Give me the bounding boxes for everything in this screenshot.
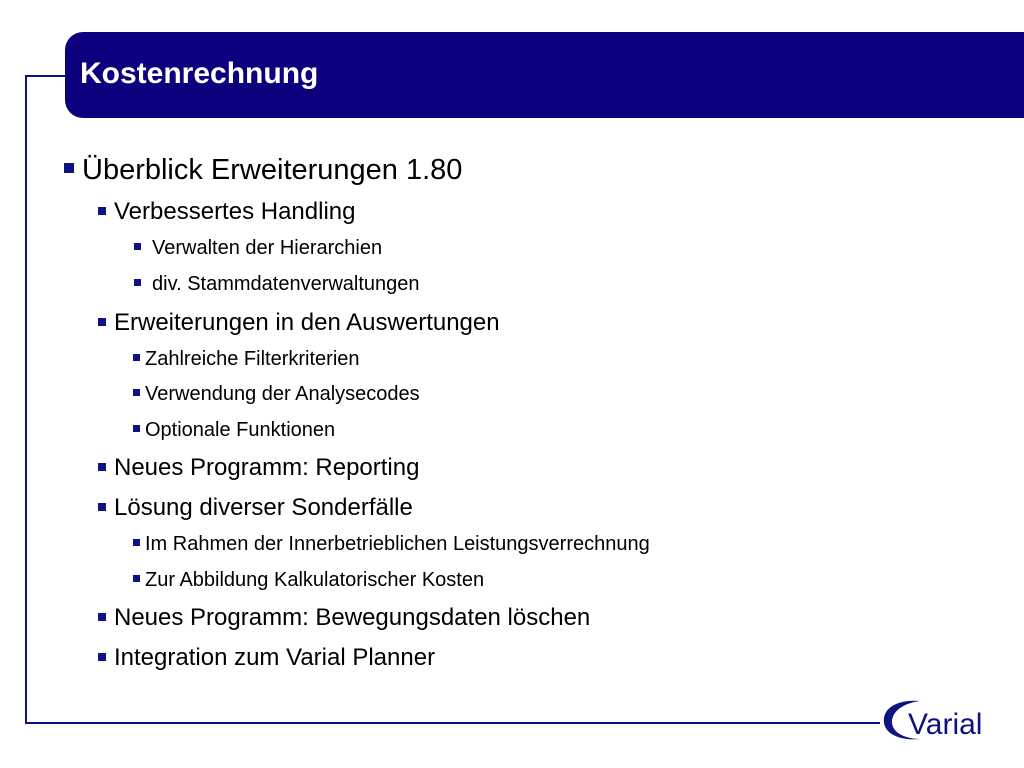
bullet-square-icon: [133, 539, 140, 546]
bullet-item-l3: Optionale Funktionen: [145, 419, 336, 441]
bullet-square-icon: [64, 163, 74, 173]
bullet-square-icon: [133, 389, 140, 396]
logo-text: Varial: [908, 708, 983, 741]
bullet-square-icon: [134, 279, 141, 286]
bullet-square-icon: [98, 613, 106, 621]
bullet-item-l2: Lösung diverser Sonderfälle: [114, 494, 413, 521]
frame-bottom-line: [25, 722, 880, 724]
bullet-item-l3: Verwalten der Hierarchien: [152, 237, 383, 259]
bullet-square-icon: [98, 207, 106, 215]
slide-title: Kostenrechnung: [80, 57, 319, 90]
bullet-square-icon: [133, 425, 140, 432]
frame-top-line: [25, 75, 70, 77]
bullet-item-l2: Verbessertes Handling: [114, 198, 356, 225]
frame-left-line: [25, 75, 27, 724]
bullet-square-icon: [133, 354, 140, 361]
bullet-item-l3: Im Rahmen der Innerbetrieblichen Leistungsverrechnung: [145, 533, 650, 555]
bullet-item-l2: Erweiterungen in den Auswertungen: [114, 309, 500, 336]
bullet-item-l2: Neues Programm: Reporting: [114, 454, 420, 481]
bullet-item-l3: div. Stammdatenverwaltungen: [152, 273, 420, 295]
bullet-square-icon: [98, 503, 106, 511]
bullet-item-l3: Zur Abbildung Kalkulatorischer Kosten: [145, 569, 485, 591]
bullet-item-l2: Neues Programm: Bewegungsdaten löschen: [114, 604, 591, 631]
bullet-item-l1: Überblick Erweiterungen 1.80: [82, 154, 463, 186]
bullet-item-l2: Integration zum Varial Planner: [114, 644, 436, 671]
bullet-item-l3: Zahlreiche Filterkriterien: [145, 348, 360, 370]
bullet-square-icon: [98, 653, 106, 661]
bullet-square-icon: [133, 575, 140, 582]
varial-logo: [880, 695, 1005, 745]
bullet-item-l3: Verwendung der Analysecodes: [145, 383, 420, 405]
bullet-square-icon: [98, 318, 106, 326]
bullet-square-icon: [98, 463, 106, 471]
bullet-square-icon: [134, 243, 141, 250]
